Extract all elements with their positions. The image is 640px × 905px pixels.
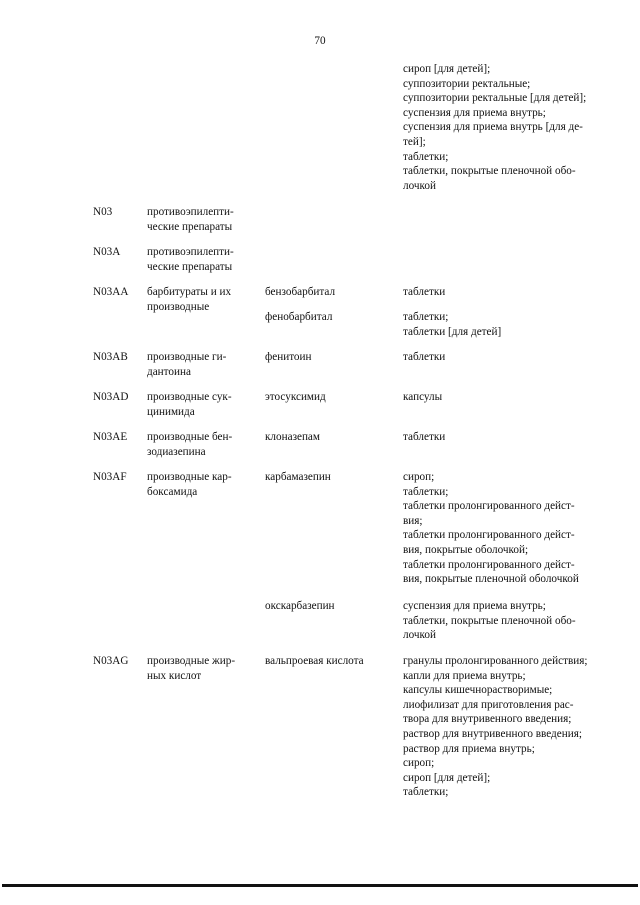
drug-name: фенобарбитал (265, 311, 333, 323)
drug-forms (403, 599, 576, 643)
form-line: лиофилизат для приготовления рас- (403, 698, 574, 711)
form-line: сироп; (403, 471, 435, 483)
group-line: дантоина (147, 365, 191, 378)
form-line: таблетки (403, 286, 446, 298)
drug-name: вальпроевая кислота (265, 655, 364, 667)
form-line: суспензия для приема внутрь; (403, 600, 546, 612)
group-line: ческие препараты (147, 260, 233, 273)
group-line: производные бен- (147, 431, 233, 443)
group-line: противоэпилепти- (147, 246, 234, 258)
form-line: таблетки; (403, 485, 449, 498)
form-line: сироп [для детей]; (403, 771, 491, 784)
form-line: суппозитории ректальные [для детей]; (403, 92, 587, 105)
group-line: боксамида (147, 485, 198, 498)
atc-code: N03AF (93, 471, 127, 483)
page-number: 70 (314, 35, 326, 47)
group-line: производные сук- (147, 391, 232, 403)
atc-group (147, 470, 232, 499)
form-line: таблетки; (403, 786, 449, 799)
drug-forms (403, 430, 445, 445)
group-line: производные ги- (147, 351, 227, 363)
drug-forms (403, 310, 501, 339)
form-line: твора для внутривенного введения; (403, 713, 572, 726)
atc-code: N03A (93, 246, 121, 258)
bottom-rule (2, 884, 638, 887)
form-line: таблетки [для детей] (403, 325, 502, 338)
form-line: гранулы пролонгированного действия; (403, 655, 588, 667)
group-line: ных кислот (147, 669, 202, 682)
form-line: таблетки пролонгированного дейст- (403, 558, 575, 571)
form-line: таблетки (403, 431, 446, 443)
form-line: сироп; (403, 757, 435, 770)
atc-code: N03 (93, 206, 113, 218)
drug-forms (403, 654, 587, 800)
drug-name: фенитоин (265, 351, 312, 363)
atc-code: N03AE (93, 431, 128, 443)
drug-forms (403, 470, 579, 587)
form-line: вия; (403, 514, 423, 527)
form-line: суппозитории ректальные; (403, 77, 531, 90)
form-line: капли для приема внутрь; (403, 669, 526, 682)
form-line: суспензия для приема внутрь; (403, 106, 546, 119)
group-line: ческие препараты (147, 220, 233, 233)
drug-name: этосуксимид (265, 391, 326, 403)
continuation-forms (403, 62, 586, 193)
form-line: тей]; (403, 135, 426, 148)
group-line: барбитураты и их (147, 286, 232, 298)
atc-group (147, 350, 226, 379)
atc-code: N03AB (93, 351, 128, 363)
form-line: капсулы (403, 391, 443, 403)
form-line: раствор для внутривенного введения; (403, 727, 582, 740)
atc-group (147, 245, 234, 274)
form-line: капсулы кишечнорастворимые; (403, 684, 553, 697)
group-line: зодиазепина (147, 445, 206, 458)
group-line: противоэпилепти- (147, 206, 234, 218)
form-line: таблетки; (403, 150, 449, 163)
drug-name: карбамазепин (265, 471, 331, 483)
form-line: таблетки; (403, 311, 449, 323)
atc-group (147, 285, 231, 314)
drug-name: клоназепам (265, 431, 320, 443)
atc-code: N03AG (93, 655, 129, 667)
atc-group (147, 430, 232, 459)
drug-forms (403, 390, 442, 405)
atc-group (147, 390, 232, 419)
form-line: таблетки пролонгированного дейст- (403, 529, 575, 542)
form-line: таблетки (403, 351, 446, 363)
form-line: раствор для приема внутрь; (403, 742, 535, 755)
group-line: цинимида (147, 405, 195, 418)
drug-forms (403, 285, 445, 300)
atc-group (147, 654, 235, 683)
drug-forms (403, 350, 445, 365)
atc-code: N03AD (93, 391, 129, 403)
drug-name: окскарбазепин (265, 600, 335, 612)
drug-name: бензобарбитал (265, 286, 336, 298)
atc-code: N03AA (93, 286, 129, 298)
form-line: суспензия для приема внутрь [для де- (403, 121, 583, 134)
form-line: вия, покрытые пленочной оболочкой (403, 573, 579, 586)
form-line: лочкой (403, 629, 436, 642)
form-line: таблетки, покрытые пленочной обо- (403, 614, 576, 627)
form-line: таблетки пролонгированного дейст- (403, 500, 575, 513)
form-line: вия, покрытые оболочкой; (403, 543, 529, 556)
group-line: производные кар- (147, 471, 232, 483)
form-line: лочкой (403, 179, 436, 192)
atc-group (147, 205, 234, 234)
form-line: сироп [для детей]; (403, 63, 491, 75)
group-line: производные жир- (147, 655, 236, 667)
form-line: таблетки, покрытые пленочной обо- (403, 165, 576, 178)
group-line: производные (147, 300, 210, 313)
